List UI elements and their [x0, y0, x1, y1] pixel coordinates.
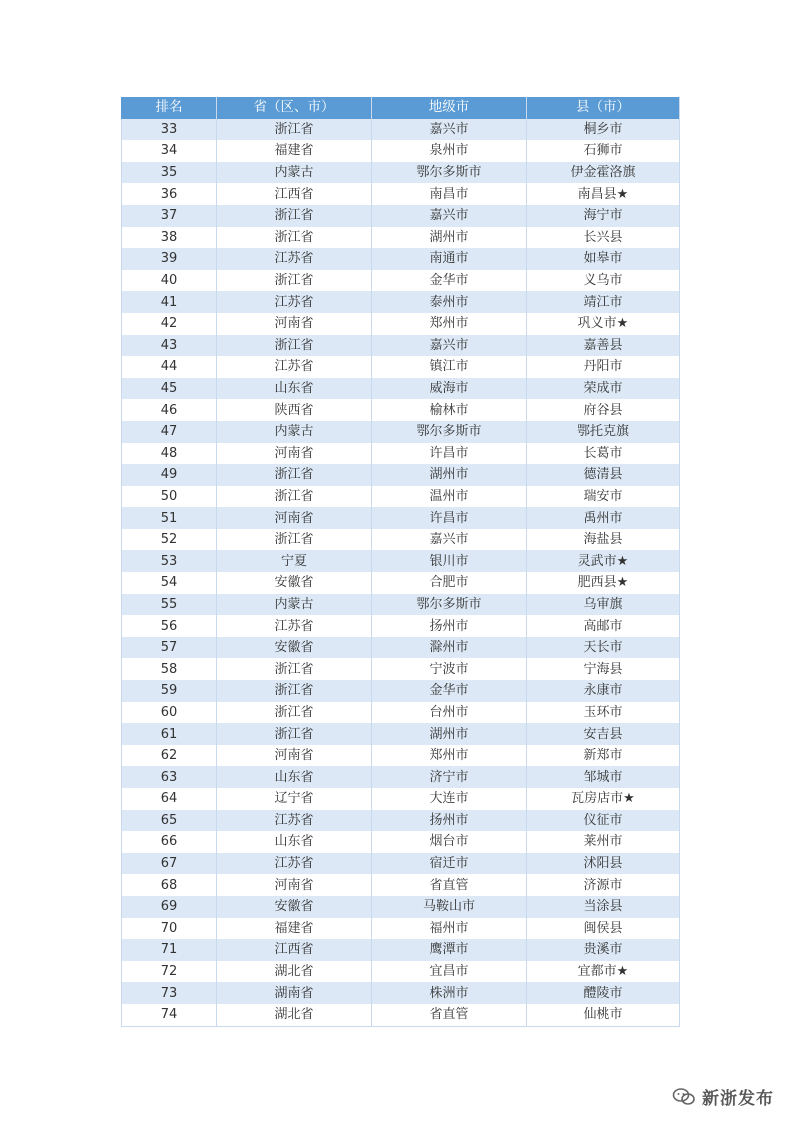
cell-province: 浙江省 — [217, 119, 372, 141]
table-row — [122, 399, 680, 421]
cell-rank: 50 — [122, 486, 217, 508]
cell-prefecture-city: 济宁市 — [372, 766, 527, 788]
cell-county: 仙桃市 — [527, 1004, 680, 1026]
cell-prefecture-city: 台州市 — [372, 702, 527, 724]
cell-rank: 55 — [122, 594, 217, 616]
cell-rank: 56 — [122, 615, 217, 637]
cell-rank: 72 — [122, 961, 217, 983]
cell-prefecture-city: 金华市 — [372, 270, 527, 292]
table-row — [122, 810, 680, 832]
cell-prefecture-city: 鄂尔多斯市 — [372, 594, 527, 616]
cell-province: 浙江省 — [217, 680, 372, 702]
ranking-table-container — [121, 97, 679, 1027]
cell-prefecture-city: 鄂尔多斯市 — [372, 421, 527, 443]
cell-province: 福建省 — [217, 918, 372, 940]
table-row — [122, 853, 680, 875]
table-row — [122, 1004, 680, 1026]
table-row — [122, 183, 680, 205]
cell-prefecture-city: 嘉兴市 — [372, 205, 527, 227]
cell-rank: 60 — [122, 702, 217, 724]
table-row — [122, 874, 680, 896]
cell-province: 浙江省 — [217, 486, 372, 508]
cell-rank: 53 — [122, 550, 217, 572]
cell-province: 江西省 — [217, 939, 372, 961]
cell-rank: 65 — [122, 810, 217, 832]
cell-province: 浙江省 — [217, 702, 372, 724]
cell-province: 浙江省 — [217, 529, 372, 551]
table-row — [122, 637, 680, 659]
cell-prefecture-city: 株洲市 — [372, 982, 527, 1004]
cell-prefecture-city: 合肥市 — [372, 572, 527, 594]
table-row — [122, 356, 680, 378]
cell-rank: 39 — [122, 248, 217, 270]
table-row — [122, 119, 680, 141]
cell-province: 山东省 — [217, 831, 372, 853]
cell-rank: 71 — [122, 939, 217, 961]
cell-province: 浙江省 — [217, 464, 372, 486]
cell-rank: 57 — [122, 637, 217, 659]
cell-prefecture-city: 镇江市 — [372, 356, 527, 378]
table-body — [122, 119, 680, 1026]
cell-prefecture-city: 许昌市 — [372, 443, 527, 465]
cell-county: 丹阳市 — [527, 356, 680, 378]
cell-rank: 38 — [122, 227, 217, 249]
table-row — [122, 680, 680, 702]
cell-prefecture-city: 省直管 — [372, 1004, 527, 1026]
cell-prefecture-city: 马鞍山市 — [372, 896, 527, 918]
cell-prefecture-city: 大连市 — [372, 788, 527, 810]
cell-prefecture-city: 嘉兴市 — [372, 119, 527, 141]
cell-province: 山东省 — [217, 378, 372, 400]
cell-county: 海宁市 — [527, 205, 680, 227]
cell-province: 辽宁省 — [217, 788, 372, 810]
cell-prefecture-city: 滁州市 — [372, 637, 527, 659]
table-row — [122, 831, 680, 853]
cell-province: 河南省 — [217, 874, 372, 896]
cell-province: 江苏省 — [217, 810, 372, 832]
cell-prefecture-city: 郑州市 — [372, 745, 527, 767]
table-row — [122, 140, 680, 162]
cell-prefecture-city: 银川市 — [372, 550, 527, 572]
cell-province: 山东省 — [217, 766, 372, 788]
cell-province: 江苏省 — [217, 356, 372, 378]
cell-prefecture-city: 湖州市 — [372, 723, 527, 745]
cell-rank: 67 — [122, 853, 217, 875]
watermark — [672, 1084, 774, 1109]
table-row — [122, 205, 680, 227]
cell-rank: 48 — [122, 443, 217, 465]
table-row — [122, 745, 680, 767]
cell-prefecture-city: 扬州市 — [372, 615, 527, 637]
table-row — [122, 702, 680, 724]
cell-prefecture-city: 威海市 — [372, 378, 527, 400]
cell-prefecture-city: 宿迁市 — [372, 853, 527, 875]
cell-county: 巩义市★ — [527, 313, 680, 335]
cell-rank: 52 — [122, 529, 217, 551]
cell-province: 宁夏 — [217, 550, 372, 572]
cell-province: 浙江省 — [217, 658, 372, 680]
cell-province: 陕西省 — [217, 399, 372, 421]
cell-province: 江苏省 — [217, 291, 372, 313]
cell-prefecture-city: 湖州市 — [372, 227, 527, 249]
cell-province: 浙江省 — [217, 205, 372, 227]
cell-prefecture-city: 湖州市 — [372, 464, 527, 486]
table-row — [122, 658, 680, 680]
cell-rank: 54 — [122, 572, 217, 594]
table-row — [122, 723, 680, 745]
cell-county: 济源市 — [527, 874, 680, 896]
cell-county: 仪征市 — [527, 810, 680, 832]
cell-rank: 46 — [122, 399, 217, 421]
table-row — [122, 615, 680, 637]
cell-province: 内蒙古 — [217, 594, 372, 616]
cell-province: 浙江省 — [217, 227, 372, 249]
cell-prefecture-city: 鹰潭市 — [372, 939, 527, 961]
cell-county: 义乌市 — [527, 270, 680, 292]
cell-rank: 66 — [122, 831, 217, 853]
table-row — [122, 248, 680, 270]
table-row — [122, 270, 680, 292]
cell-province: 江苏省 — [217, 853, 372, 875]
cell-rank: 59 — [122, 680, 217, 702]
cell-county: 府谷县 — [527, 399, 680, 421]
cell-county: 高邮市 — [527, 615, 680, 637]
header-province: 省（区、市） — [217, 97, 372, 119]
table-row — [122, 378, 680, 400]
cell-rank: 74 — [122, 1004, 217, 1026]
table-row — [122, 918, 680, 940]
cell-county: 邹城市 — [527, 766, 680, 788]
cell-rank: 64 — [122, 788, 217, 810]
cell-province: 福建省 — [217, 140, 372, 162]
cell-county: 闽侯县 — [527, 918, 680, 940]
cell-province: 湖北省 — [217, 961, 372, 983]
cell-prefecture-city: 许昌市 — [372, 507, 527, 529]
table-row — [122, 227, 680, 249]
cell-rank: 49 — [122, 464, 217, 486]
table-row — [122, 162, 680, 184]
header-rank: 排名 — [122, 97, 217, 119]
cell-rank: 33 — [122, 119, 217, 141]
cell-county: 宁海县 — [527, 658, 680, 680]
table-row — [122, 507, 680, 529]
cell-province: 内蒙古 — [217, 162, 372, 184]
cell-county: 嘉善县 — [527, 335, 680, 357]
cell-county: 荣成市 — [527, 378, 680, 400]
cell-province: 安徽省 — [217, 896, 372, 918]
cell-province: 河南省 — [217, 507, 372, 529]
cell-rank: 36 — [122, 183, 217, 205]
cell-rank: 68 — [122, 874, 217, 896]
cell-rank: 70 — [122, 918, 217, 940]
cell-county: 乌审旗 — [527, 594, 680, 616]
cell-county: 安吉县 — [527, 723, 680, 745]
ranking-table — [121, 97, 680, 1027]
table-row — [122, 788, 680, 810]
cell-county: 海盐县 — [527, 529, 680, 551]
cell-rank: 58 — [122, 658, 217, 680]
cell-rank: 41 — [122, 291, 217, 313]
cell-rank: 45 — [122, 378, 217, 400]
cell-county: 鄂托克旗 — [527, 421, 680, 443]
table-row — [122, 766, 680, 788]
cell-county: 永康市 — [527, 680, 680, 702]
cell-county: 瓦房店市★ — [527, 788, 680, 810]
cell-rank: 42 — [122, 313, 217, 335]
table-row — [122, 550, 680, 572]
cell-county: 南昌县★ — [527, 183, 680, 205]
cell-prefecture-city: 嘉兴市 — [372, 335, 527, 357]
cell-prefecture-city: 福州市 — [372, 918, 527, 940]
cell-prefecture-city: 省直管 — [372, 874, 527, 896]
cell-county: 长兴县 — [527, 227, 680, 249]
table-row — [122, 896, 680, 918]
watermark-text: 新浙发布 — [702, 1089, 774, 1109]
cell-prefecture-city: 榆林市 — [372, 399, 527, 421]
table-row — [122, 464, 680, 486]
cell-prefecture-city: 温州市 — [372, 486, 527, 508]
cell-rank: 73 — [122, 982, 217, 1004]
table-row — [122, 982, 680, 1004]
cell-county: 长葛市 — [527, 443, 680, 465]
table-row — [122, 421, 680, 443]
cell-county: 灵武市★ — [527, 550, 680, 572]
cell-county: 肥西县★ — [527, 572, 680, 594]
cell-county: 德清县 — [527, 464, 680, 486]
cell-province: 江西省 — [217, 183, 372, 205]
table-row — [122, 594, 680, 616]
cell-county: 莱州市 — [527, 831, 680, 853]
cell-rank: 35 — [122, 162, 217, 184]
cell-rank: 62 — [122, 745, 217, 767]
cell-rank: 47 — [122, 421, 217, 443]
cell-rank: 69 — [122, 896, 217, 918]
cell-province: 内蒙古 — [217, 421, 372, 443]
cell-rank: 34 — [122, 140, 217, 162]
cell-province: 浙江省 — [217, 723, 372, 745]
cell-province: 浙江省 — [217, 270, 372, 292]
table-row — [122, 572, 680, 594]
cell-prefecture-city: 南通市 — [372, 248, 527, 270]
header-prefecture-city: 地级市 — [372, 97, 527, 119]
cell-province: 河南省 — [217, 745, 372, 767]
cell-county: 玉环市 — [527, 702, 680, 724]
header-county: 县（市） — [527, 97, 680, 119]
cell-province: 浙江省 — [217, 335, 372, 357]
cell-rank: 43 — [122, 335, 217, 357]
table-row — [122, 335, 680, 357]
cell-prefecture-city: 烟台市 — [372, 831, 527, 853]
cell-county: 宜都市★ — [527, 961, 680, 983]
cell-prefecture-city: 宜昌市 — [372, 961, 527, 983]
cell-prefecture-city: 泉州市 — [372, 140, 527, 162]
table-row — [122, 529, 680, 551]
cell-county: 醴陵市 — [527, 982, 680, 1004]
cell-province: 安徽省 — [217, 637, 372, 659]
table-row — [122, 291, 680, 313]
cell-prefecture-city: 郑州市 — [372, 313, 527, 335]
cell-rank: 40 — [122, 270, 217, 292]
cell-rank: 61 — [122, 723, 217, 745]
wechat-official-account-icon — [672, 1087, 696, 1107]
table-row — [122, 443, 680, 465]
cell-province: 河南省 — [217, 313, 372, 335]
cell-province: 湖南省 — [217, 982, 372, 1004]
cell-county: 伊金霍洛旗 — [527, 162, 680, 184]
cell-county: 石狮市 — [527, 140, 680, 162]
cell-county: 如皋市 — [527, 248, 680, 270]
cell-prefecture-city: 南昌市 — [372, 183, 527, 205]
cell-county: 贵溪市 — [527, 939, 680, 961]
cell-province: 江苏省 — [217, 615, 372, 637]
cell-rank: 44 — [122, 356, 217, 378]
cell-prefecture-city: 泰州市 — [372, 291, 527, 313]
cell-province: 河南省 — [217, 443, 372, 465]
table-row — [122, 961, 680, 983]
cell-prefecture-city: 宁波市 — [372, 658, 527, 680]
cell-rank: 63 — [122, 766, 217, 788]
table-row — [122, 313, 680, 335]
table-row — [122, 486, 680, 508]
cell-province: 湖北省 — [217, 1004, 372, 1026]
cell-prefecture-city: 嘉兴市 — [372, 529, 527, 551]
cell-county: 瑞安市 — [527, 486, 680, 508]
cell-prefecture-city: 金华市 — [372, 680, 527, 702]
cell-prefecture-city: 扬州市 — [372, 810, 527, 832]
cell-county: 天长市 — [527, 637, 680, 659]
cell-county: 禹州市 — [527, 507, 680, 529]
cell-county: 当涂县 — [527, 896, 680, 918]
cell-county: 桐乡市 — [527, 119, 680, 141]
cell-county: 新郑市 — [527, 745, 680, 767]
cell-province: 安徽省 — [217, 572, 372, 594]
cell-prefecture-city: 鄂尔多斯市 — [372, 162, 527, 184]
table-row — [122, 939, 680, 961]
cell-rank: 51 — [122, 507, 217, 529]
table-header-row — [122, 97, 680, 119]
cell-county: 沭阳县 — [527, 853, 680, 875]
cell-county: 靖江市 — [527, 291, 680, 313]
cell-rank: 37 — [122, 205, 217, 227]
cell-province: 江苏省 — [217, 248, 372, 270]
